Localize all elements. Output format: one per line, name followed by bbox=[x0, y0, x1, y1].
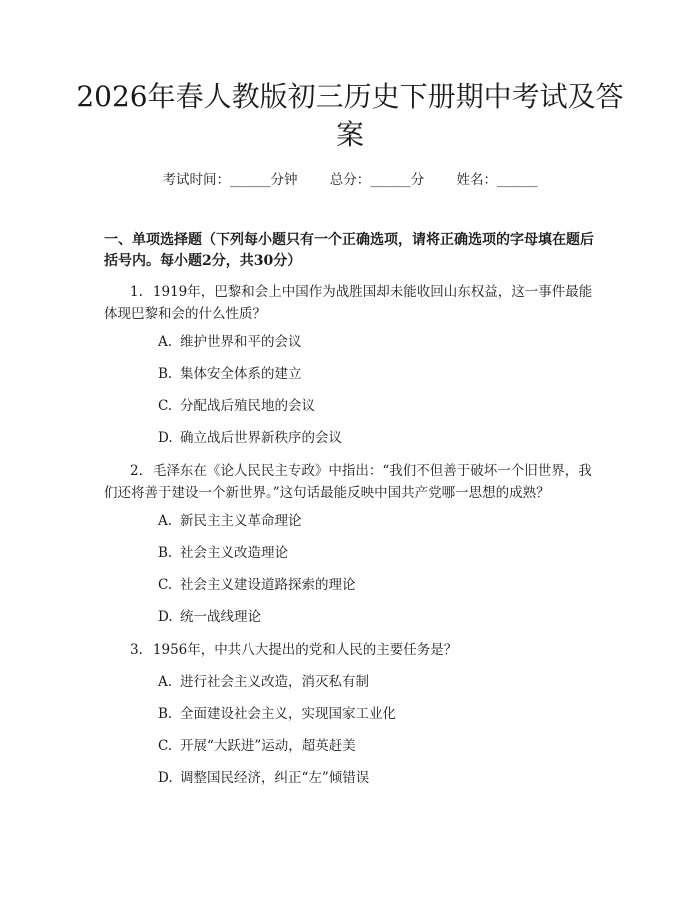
question-1-option-c: C. 分配战后殖民地的会议 bbox=[158, 398, 315, 414]
student-name-field: 姓名：______ bbox=[456, 172, 538, 188]
section-heading: 一、单项选择题（下列每小题只有一个正确选项，请将正确选项的字母填在题后括号内。每小题2分，共30分） bbox=[104, 232, 594, 269]
question-1-option-a: A. 维护世界和平的会议 bbox=[158, 334, 302, 350]
exam-time-field: 考试时间：______分钟 bbox=[162, 172, 298, 188]
question-1-option-b: B. 集体安全体系的建立 bbox=[158, 366, 302, 382]
question-3-option-d: D. 调整国民经济，纠正“左”倾错误 bbox=[158, 770, 370, 786]
page-title: 2026年春人教版初三历史下册期中考试及答案 bbox=[76, 80, 624, 151]
total-score-field: 总分：______分 bbox=[329, 172, 425, 188]
question-2-option-b: B. 社会主义改造理论 bbox=[158, 545, 288, 561]
question-3-stem bbox=[104, 639, 602, 661]
question-1-stem bbox=[104, 281, 602, 325]
question-2-stem bbox=[104, 460, 602, 504]
question-2-option-c: C. 社会主义建设道路探索的理论 bbox=[158, 577, 356, 593]
question-2-number: 2. bbox=[130, 463, 143, 479]
question-3-option-a: A. 进行社会主义改造，消灭私有制 bbox=[158, 674, 369, 690]
exam-info-line bbox=[0, 168, 700, 188]
question-1-option-d: D. 确立战后世界新秩序的会议 bbox=[158, 430, 342, 446]
question-2-option-a: A. 新民主主义革命理论 bbox=[158, 513, 302, 529]
question-1-number: 1. bbox=[130, 284, 143, 300]
question-3-option-b: B. 全面建设社会主义，实现国家工业化 bbox=[158, 706, 396, 722]
question-2-text: 毛泽东在《论人民民主专政》中指出：“我们不但善于破坏一个旧世界，我们还将善于建设一个新世界。”这句话最能反映中国共产党哪一思想的成熟？ bbox=[104, 463, 592, 501]
question-3-option-c: C. 开展“大跃进”运动，超英赶美 bbox=[158, 738, 356, 754]
question-3-text: 1956年，中共八大提出的党和人民的主要任务是？ bbox=[152, 642, 458, 658]
question-3-number: 3. bbox=[130, 642, 143, 658]
question-1-text: 1919年，巴黎和会上中国作为战胜国却未能收回山东权益，这一事件最能体现巴黎和会的什么性质？ bbox=[104, 284, 593, 322]
question-2-option-d: D. 统一战线理论 bbox=[158, 609, 261, 625]
